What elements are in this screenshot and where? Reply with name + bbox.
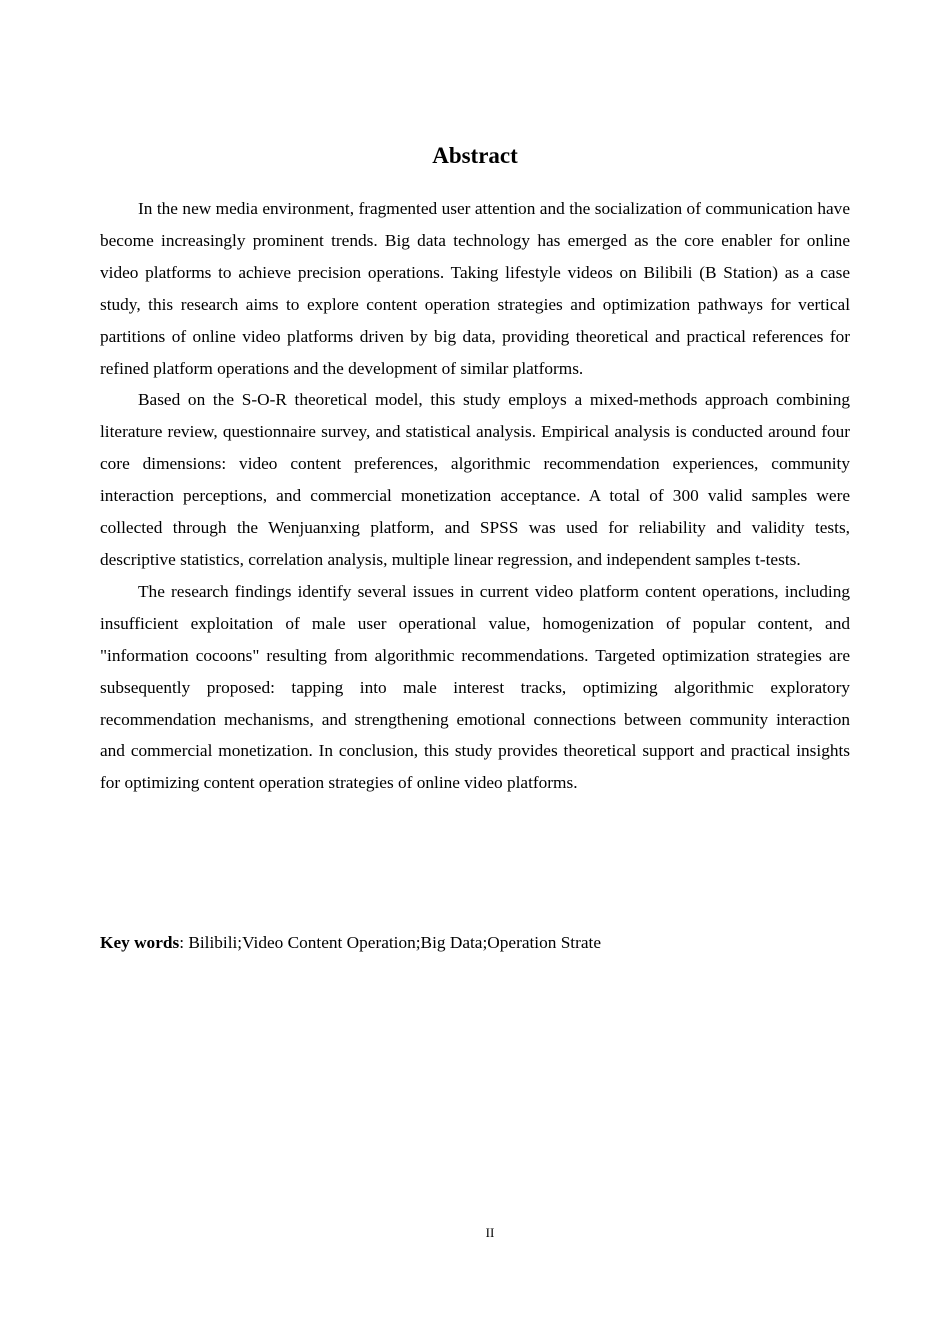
abstract-paragraph-3: The research findings identify several issues in current video platform content operations, including insufficient exploitation of male user operational value, homogenization of popular content, and "information cocoons" resulting from algorithmic recommendations. Targeted optimization strategies are subsequently proposed: tapping into male interest tracks, optimizing algorithmic exploratory recommendation mechanisms, and strengthening emotional connections between community interaction and commercial monetization. In conclusion, this study provides theoretical support and practical insights for optimizing content operation strategies of online video platforms. [100,581,850,793]
abstract-title: Abstract [432,143,518,168]
page-number: II [485,1225,495,1240]
keywords-label: Key words [100,933,180,952]
abstract-paragraph-2: Based on the S-O-R theoretical model, this study employs a mixed-methods approach combining literature review, questionnaire survey, and statistical analysis. Empirical analysis is conducted around four core dimensions: video content preferences, algorithmic recommendation experiences, community interaction perceptions, and commercial monetization acceptance. A total of 300 valid samples were collected through the Wenjuanxing platform, and SPSS was used for reliability and validity tests, descriptive statistics, correlation analysis, multiple linear regression, and independent samples t-tests. [100,390,850,569]
keywords-value: Bilibili;Video Content Operation;Big Data;Operation Strate [188,933,602,952]
abstract-paragraph-1: In the new media environment, fragmented user attention and the socialization of communication have become increasingly prominent trends. Big data technology has emerged as the core enabler for online video platforms to achieve precision operations. Taking lifestyle videos on Bilibili (B Station) as a case study, this research aims to explore content operation strategies and optimization pathways for vertical partitions of online video platforms driven by big data, providing theoretical and practical references for refined platform operations and the development of similar platforms. [100,199,850,378]
abstract-body [100,193,850,799]
keywords-line [100,927,850,959]
keywords-separator: : [179,933,189,952]
